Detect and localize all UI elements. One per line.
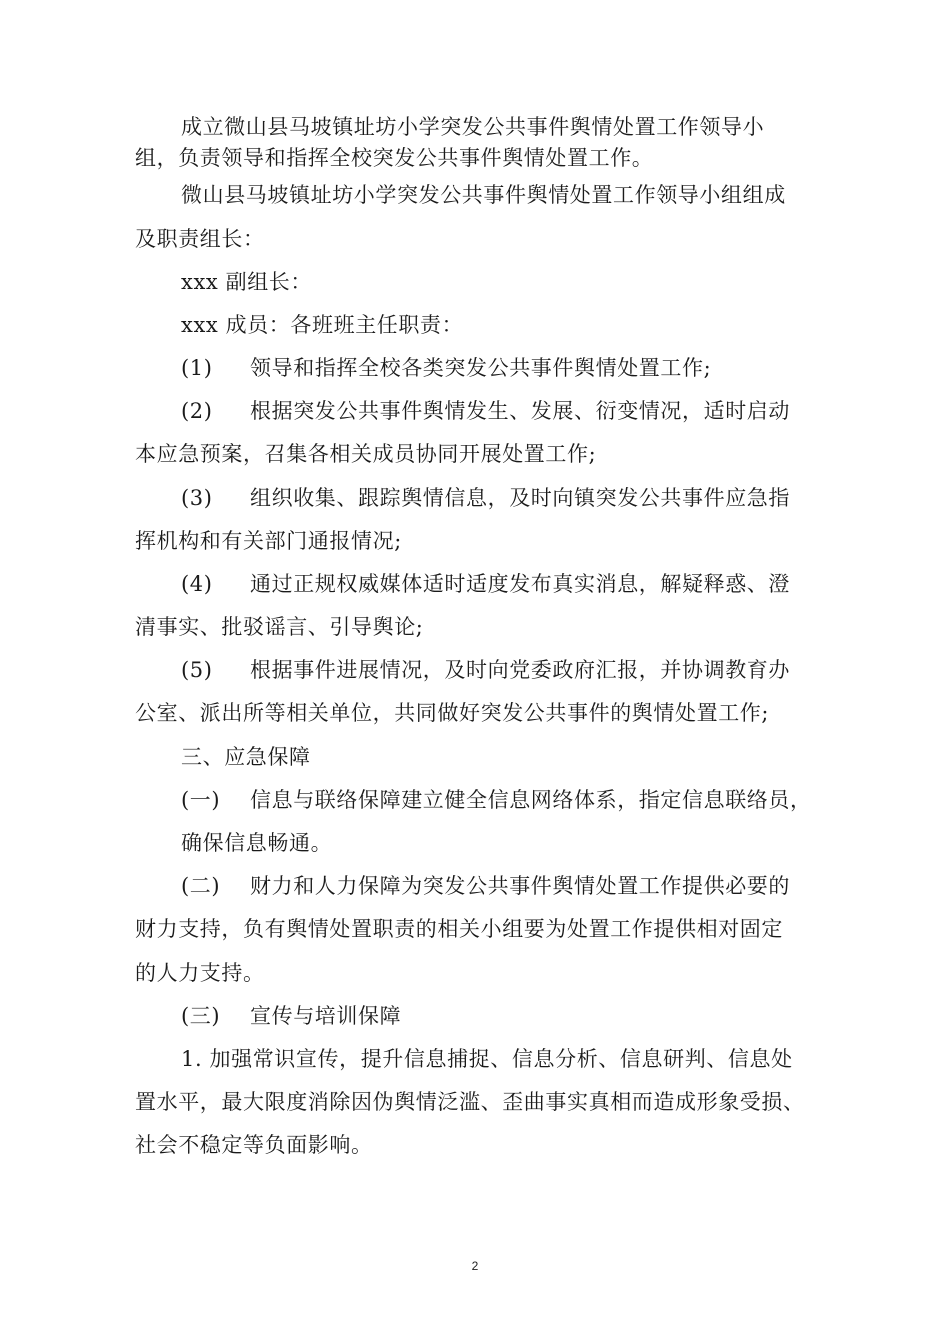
text-line: 公室、派出所等相关单位，共同做好突发公共事件的舆情处置工作; (135, 701, 770, 725)
list-item-text: 信息与联络保障建立健全信息网络体系，指定信息联络员， (250, 788, 812, 812)
list-item-text: 财力和人力保障为突发公共事件舆情处置工作提供必要的 (250, 874, 790, 898)
list-item-text: 根据突发公共事件舆情发生、发展、衍变情况，适时启动 (250, 399, 790, 423)
text-line: 成立微山县马坡镇址坊小学突发公共事件舆情处置工作领导小 (181, 115, 765, 139)
list-marker: (2) (181, 399, 213, 423)
text-line: xxx 副组长： (181, 270, 313, 294)
list-marker: (二) (181, 874, 221, 898)
text-line: 1. 加强常识宣传，提升信息捕捉、信息分析、信息研判、信息处 (181, 1047, 793, 1071)
list-marker: (5) (181, 658, 213, 682)
list-marker: (4) (181, 572, 213, 596)
text-line: 置水平，最大限度消除因伪舆情泛滥、歪曲事实真相而造成形象受损、 (135, 1090, 805, 1114)
text-line: 的人力支持。 (135, 961, 265, 985)
text-line: 挥机构和有关部门通报情况; (135, 529, 402, 553)
text-line: 清事实、批驳谣言、引导舆论; (135, 615, 424, 639)
text-line: xxx 成员：各班班主任职责： (181, 313, 464, 337)
list-marker: (一) (181, 788, 221, 812)
text-line: 社会不稳定等负面影响。 (135, 1133, 373, 1157)
text-line: 确保信息畅通。 (181, 831, 333, 855)
text-line: 财力支持，负有舆情处置职责的相关小组要为处置工作提供相对固定 (135, 917, 783, 941)
section-heading-text: 三、应急保障 (181, 745, 311, 769)
list-marker: (三) (181, 1004, 221, 1028)
text-line: 组，负责领导和指挥全校突发公共事件舆情处置工作。 (135, 146, 654, 170)
text-line: 微山县马坡镇址坊小学突发公共事件舆情处置工作领导小组组成 (181, 183, 786, 207)
text-line: 及职责组长： (135, 227, 265, 251)
list-marker: (1) (181, 356, 213, 380)
list-item-text: 根据事件进展情况，及时向党委政府汇报，并协调教育办 (250, 658, 790, 682)
list-marker: (3) (181, 486, 213, 510)
list-item-text: 通过正规权威媒体适时适度发布真实消息，解疑释惑、澄 (250, 572, 790, 596)
list-item-text: 组织收集、跟踪舆情信息，及时向镇突发公共事件应急指 (250, 486, 790, 510)
list-item-text: 宣传与培训保障 (250, 1004, 402, 1028)
list-item-text: 领导和指挥全校各类突发公共事件舆情处置工作; (250, 356, 712, 380)
page-number: 2 (471, 1259, 479, 1273)
text-line: 本应急预案，召集各相关成员协同开展处置工作; (135, 442, 597, 466)
